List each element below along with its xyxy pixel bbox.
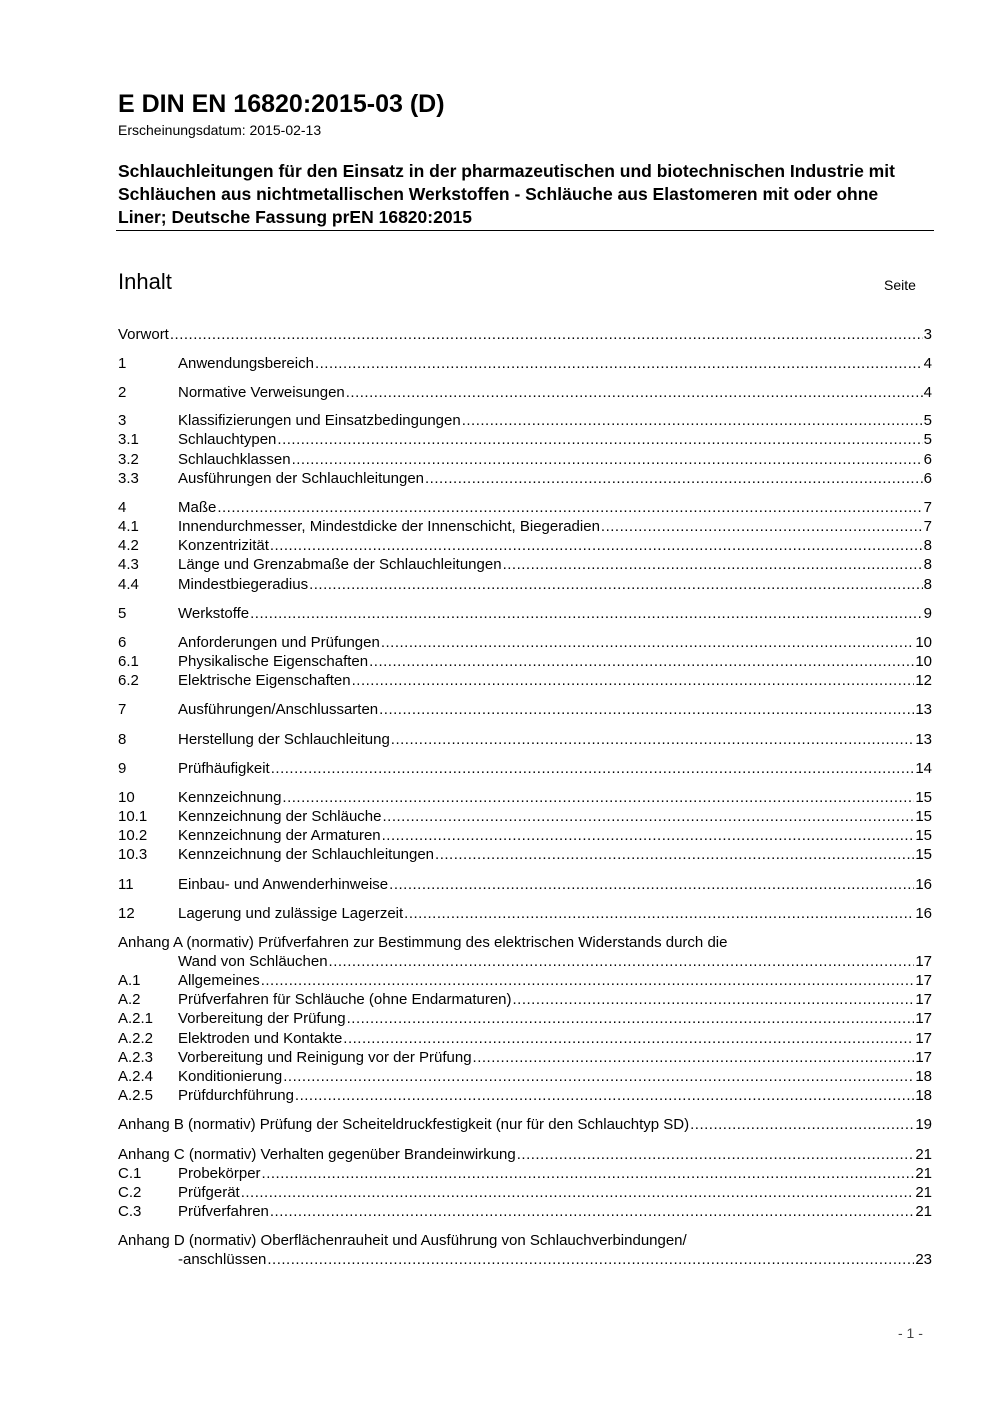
toc-entry-number: A.2.2	[118, 1030, 154, 1047]
toc-entry[interactable]	[118, 904, 932, 923]
toc-entry-title: Einbau- und Anwenderhinweise	[178, 876, 389, 893]
toc-leader-dots	[347, 1009, 915, 1028]
toc-entry[interactable]	[118, 826, 932, 845]
toc-entry-number: 3.3	[118, 470, 139, 487]
toc-entry-title: Konditionierung	[178, 1068, 283, 1085]
toc-entry-title: Vorwort	[118, 326, 169, 343]
toc-entry-title: Herstellung der Schlauchleitung	[178, 731, 390, 748]
toc-leader-dots	[404, 904, 914, 923]
toc-entry-title: Normative Verweisungen	[178, 384, 345, 401]
toc-entry[interactable]	[118, 875, 932, 894]
toc-entry[interactable]	[118, 383, 932, 402]
toc-leader-dots	[283, 1067, 914, 1086]
toc-entry-page: 21	[915, 1146, 932, 1163]
toc-entry-page: 16	[915, 905, 932, 922]
toc-leader-dots	[435, 845, 914, 864]
toc-entry-title: Vorbereitung der Prüfung	[178, 1010, 346, 1027]
toc-leader-dots	[382, 826, 915, 845]
toc-entry[interactable]	[118, 700, 932, 719]
toc-entry-number: 4.4	[118, 576, 139, 593]
toc-entry[interactable]	[118, 1183, 932, 1202]
toc-entry-number: C.3	[118, 1203, 142, 1220]
toc-entry-page: 8	[923, 576, 932, 593]
toc-leader-dots	[690, 1115, 914, 1134]
toc-entry-page: 18	[915, 1087, 932, 1104]
toc-entry-title: Physikalische Eigenschaften	[178, 653, 369, 670]
toc-entry-number: 4.2	[118, 537, 139, 554]
page-number: - 1 -	[898, 1325, 923, 1341]
toc-entry-page: 8	[923, 556, 932, 573]
toc-entry-number: 10	[118, 789, 135, 806]
toc-entry-number: 10.2	[118, 827, 148, 844]
toc-entry-number: 4.3	[118, 556, 139, 573]
toc-entry[interactable]	[118, 555, 932, 574]
toc-entry-title: Elektrische Eigenschaften	[178, 672, 351, 689]
toc-entry[interactable]	[118, 1164, 932, 1183]
toc-entry[interactable]	[118, 1048, 932, 1067]
toc-entry-page: 13	[915, 731, 932, 748]
toc-leader-dots	[270, 1202, 914, 1221]
toc-entry[interactable]	[118, 807, 932, 826]
toc-entry-page: 21	[915, 1203, 932, 1220]
toc-entry-title: Kennzeichnung der Armaturen	[178, 827, 381, 844]
toc-entry-page: 9	[923, 605, 932, 622]
toc-leader-dots	[295, 1086, 914, 1105]
toc-entry-number: 10.3	[118, 846, 148, 863]
toc-entry-page: 17	[915, 972, 932, 989]
toc-entry-title: Kennzeichnung der Schlauchleitungen	[178, 846, 435, 863]
toc-leader-dots	[261, 971, 915, 990]
toc-leader-dots	[379, 700, 914, 719]
toc-leader-dots	[517, 1145, 915, 1164]
toc-leader-dots	[250, 604, 923, 623]
toc-entry-title: Länge und Grenzabmaße der Schlauchleitungen	[178, 556, 502, 573]
toc-entry-number: 3.2	[118, 451, 139, 468]
toc-leader-dots	[292, 450, 923, 469]
toc-entry-number: 10.1	[118, 808, 148, 825]
toc-leader-dots	[381, 633, 914, 652]
toc-entry-title: Werkstoffe	[178, 605, 250, 622]
toc-entry-page: 17	[915, 1010, 932, 1027]
toc-entry-title: Schlauchklassen	[178, 451, 291, 468]
toc-entry-title: Prüfverfahren für Schläuche (ohne Endarmaturen)	[178, 991, 512, 1008]
toc-entry[interactable]	[118, 845, 932, 864]
toc-leader-dots	[267, 1250, 914, 1269]
toc-entry[interactable]	[118, 652, 932, 671]
toc-entry-page: 16	[915, 876, 932, 893]
toc-entry[interactable]	[118, 1086, 932, 1105]
toc-entry-title: Wand von Schläuchen	[178, 953, 328, 970]
publication-date: Erscheinungsdatum: 2015-02-13	[118, 122, 322, 138]
toc-entry-page: 6	[923, 451, 932, 468]
toc-annex-d-heading[interactable]: Anhang D (normativ) Oberflächenrauheit und Ausführung von Schlauchverbindungen/	[118, 1232, 687, 1249]
toc-entry-number: A.2.1	[118, 1010, 154, 1027]
toc-leader-dots	[382, 807, 914, 826]
toc-entry-page: 13	[915, 701, 932, 718]
toc-entry-title: Probekörper	[178, 1165, 261, 1182]
toc-entry[interactable]	[118, 604, 932, 623]
toc-entry[interactable]	[118, 1029, 932, 1048]
toc-entry-title: Prüfverfahren	[178, 1203, 269, 1220]
toc-entry-title: Ausführungen der Schlauchleitungen	[178, 470, 425, 487]
page-column-label: Seite	[884, 277, 916, 293]
toc-entry[interactable]	[118, 1009, 932, 1028]
toc-leader-dots	[277, 430, 922, 449]
toc-entry[interactable]	[118, 450, 932, 469]
document-title: Schlauchleitungen für den Einsatz in der pharmazeutischen und biotechnischen Industrie mit Schläuchen aus nichtmetallischen Werkstoffen - Schläuche aus Elastomeren mit oder ohne Liner; Deutsche Fassung prEN 16820:2015	[118, 161, 895, 227]
toc-entry-title: Kennzeichnung der Schläuche	[178, 808, 382, 825]
toc-entry[interactable]	[118, 990, 932, 1009]
toc-entry-title: Konzentrizität	[178, 537, 269, 554]
toc-entry-number: C.1	[118, 1165, 142, 1182]
toc-entry[interactable]	[118, 971, 932, 990]
toc-entry-number: A.2.3	[118, 1049, 154, 1066]
toc-entry-number: 6	[118, 634, 127, 651]
toc-entry-number: 6.2	[118, 672, 139, 689]
toc-entry-page: 3	[923, 326, 932, 343]
toc-entry-number: C.2	[118, 1184, 142, 1201]
toc-entry-page: 10	[915, 634, 932, 651]
toc-entry-page: 6	[923, 470, 932, 487]
toc-entry[interactable]	[118, 671, 932, 690]
toc-entry-title: Vorbereitung und Reinigung vor der Prüfung	[178, 1049, 472, 1066]
toc-entry[interactable]	[118, 730, 932, 749]
toc-entry-title: Anforderungen und Prüfungen	[178, 634, 380, 651]
toc-entry-title: Lagerung und zulässige Lagerzeit	[178, 905, 404, 922]
toc-entry[interactable]	[118, 1202, 932, 1221]
toc-entry-number: 5	[118, 605, 127, 622]
toc-entry[interactable]	[118, 1145, 932, 1164]
toc-entry-title: Anhang C (normativ) Verhalten gegenüber Brandeinwirkung	[118, 1146, 516, 1163]
toc-entry-title: Schlauchtypen	[178, 431, 277, 448]
toc-entry-title: -anschlüssen	[178, 1251, 267, 1268]
toc-leader-dots	[329, 952, 915, 971]
toc-entry-page: 5	[923, 412, 932, 429]
toc-entry[interactable]	[118, 633, 932, 652]
toc-leader-dots	[315, 354, 923, 373]
toc-entry-page: 21	[915, 1165, 932, 1182]
toc-leader-dots	[270, 536, 923, 555]
toc-entry-number: 6.1	[118, 653, 139, 670]
toc-entry-page: 5	[923, 431, 932, 448]
toc-leader-dots	[346, 383, 923, 402]
toc-entry-title: Mindestbiegeradius	[178, 576, 309, 593]
toc-entry-page: 4	[923, 355, 932, 372]
toc-entry-title: Elektroden und Kontakte	[178, 1030, 343, 1047]
toc-entry-title: Kennzeichnung	[178, 789, 282, 806]
toc-entry-page: 19	[915, 1116, 932, 1133]
toc-entry-page: 15	[915, 846, 932, 863]
toc-entry-title: Klassifizierungen und Einsatzbedingungen	[178, 412, 461, 429]
toc-entry-number: A.2.5	[118, 1087, 154, 1104]
toc-entry-page: 23	[915, 1251, 932, 1268]
toc-entry-page: 21	[915, 1184, 932, 1201]
toc-leader-dots	[391, 730, 915, 749]
toc-leader-dots	[170, 325, 923, 344]
toc-heading: Inhalt	[118, 269, 172, 294]
toc-entry[interactable]	[118, 1067, 932, 1086]
toc-leader-dots	[425, 469, 923, 488]
toc-leader-dots	[513, 990, 915, 1009]
toc-entry[interactable]	[118, 1250, 932, 1269]
toc-entry-page: 14	[915, 760, 932, 777]
toc-entry[interactable]	[118, 430, 932, 449]
toc-entry-page: 17	[915, 991, 932, 1008]
toc-entry[interactable]	[118, 759, 932, 778]
toc-entry[interactable]	[118, 469, 932, 488]
toc-entry-page: 12	[915, 672, 932, 689]
toc-entry-page: 8	[923, 537, 932, 554]
toc-leader-dots	[343, 1029, 914, 1048]
toc-entry-page: 17	[915, 953, 932, 970]
toc-entry[interactable]	[118, 788, 932, 807]
toc-entry-number: A.1	[118, 972, 141, 989]
toc-entry[interactable]	[118, 517, 932, 536]
toc-entry-title: Prüfgerät	[178, 1184, 240, 1201]
toc-entry-number: 9	[118, 760, 127, 777]
toc-entry[interactable]	[118, 498, 932, 517]
toc-entry-page: 10	[915, 653, 932, 670]
toc-leader-dots	[369, 652, 914, 671]
toc-entry-number: 4	[118, 499, 127, 516]
toc-entry-page: 7	[923, 518, 932, 535]
toc-entry-title: Maße	[178, 499, 217, 516]
toc-entry-number: 3.1	[118, 431, 139, 448]
toc-entry-title: Anwendungsbereich	[178, 355, 314, 372]
toc-entry[interactable]	[118, 952, 932, 971]
toc-leader-dots	[473, 1048, 915, 1067]
toc-entry-page: 17	[915, 1030, 932, 1047]
toc-entry-number: A.2.4	[118, 1068, 154, 1085]
toc-leader-dots	[601, 517, 923, 536]
toc-entry-title: Allgemeines	[178, 972, 260, 989]
toc-entry[interactable]	[118, 1115, 932, 1134]
toc-entry-number: 8	[118, 731, 127, 748]
toc-leader-dots	[241, 1183, 915, 1202]
toc-entry-number: 11	[118, 876, 134, 893]
toc-leader-dots	[389, 875, 914, 894]
toc-leader-dots	[217, 498, 922, 517]
toc-leader-dots	[309, 575, 923, 594]
toc-entry-page: 15	[915, 789, 932, 806]
toc-entry-page: 15	[915, 827, 932, 844]
title-divider	[116, 230, 934, 231]
toc-leader-dots	[271, 759, 915, 778]
toc-entry-title: Ausführungen/Anschlussarten	[178, 701, 379, 718]
toc-entry-number: A.2	[118, 991, 141, 1008]
toc-entry[interactable]	[118, 354, 932, 373]
toc-leader-dots	[352, 671, 915, 690]
toc-entry[interactable]	[118, 411, 932, 430]
toc-leader-dots	[282, 788, 914, 807]
toc-entry-title: Innendurchmesser, Mindestdicke der Innenschicht, Biegeradien	[178, 518, 600, 535]
toc-annex-a-heading[interactable]: Anhang A (normativ) Prüfverfahren zur Bestimmung des elektrischen Widerstands durch die	[118, 934, 728, 951]
toc-entry-number: 2	[118, 384, 127, 401]
toc-entry-title: Anhang B (normativ) Prüfung der Scheiteldruckfestigkeit (nur für den Schlauchtyp SD)	[118, 1116, 690, 1133]
toc-entry[interactable]	[118, 325, 932, 344]
toc-entry-page: 4	[923, 384, 932, 401]
toc-entry-number: 12	[118, 905, 135, 922]
toc-entry-number: 1	[118, 355, 127, 372]
toc-leader-dots	[462, 411, 923, 430]
toc-entry-number: 7	[118, 701, 127, 718]
toc-entry[interactable]	[118, 575, 932, 594]
toc-leader-dots	[503, 555, 923, 574]
toc-entry-page: 15	[915, 808, 932, 825]
document-id: E DIN EN 16820:2015-03 (D)	[118, 90, 445, 118]
toc-leader-dots	[262, 1164, 915, 1183]
toc-entry-title: Prüfdurchführung	[178, 1087, 294, 1104]
toc-entry-page: 18	[915, 1068, 932, 1085]
toc-entry[interactable]	[118, 536, 932, 555]
toc-entry-page: 7	[923, 499, 932, 516]
toc-entry-number: 3	[118, 412, 127, 429]
toc-entry-title: Prüfhäufigkeit	[178, 760, 270, 777]
toc-entry-page: 17	[915, 1049, 932, 1066]
toc-entry-number: 4.1	[118, 518, 139, 535]
